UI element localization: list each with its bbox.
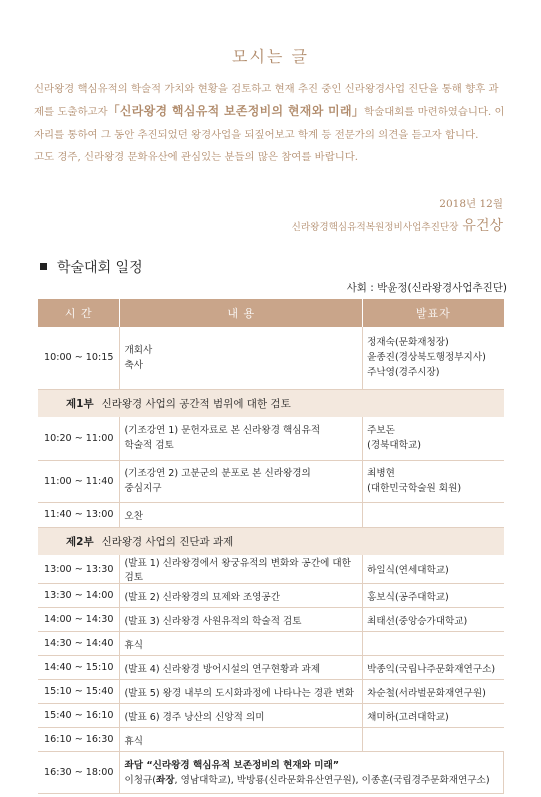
row-time: 14:30 ~ 14:40 <box>38 632 120 656</box>
invitation-text: 학술대회를 마련하였습니다. 이 자리를 통하여 그 동안 추진되었던 왕경사업을 되짚어보고 학계 등 전문가의 의견을 듣고자 합니다. <box>34 106 505 141</box>
part-header <box>38 527 504 555</box>
row-content <box>120 327 363 389</box>
square-bullet-icon <box>40 263 47 270</box>
row-time: 14:40 ~ 15:10 <box>38 656 120 680</box>
row-presenter <box>363 417 504 460</box>
table-header-row <box>38 299 504 327</box>
participants-text: 이청규( <box>124 774 156 786</box>
row-time: 11:40 ~ 13:00 <box>38 502 120 527</box>
part-number: 제1부 <box>66 397 94 410</box>
table-row <box>38 632 504 656</box>
presenter-line: (경북대학교) <box>367 440 421 452</box>
table-row <box>38 555 504 584</box>
row-time: 10:20 ~ 11:00 <box>38 417 120 460</box>
row-presenter: 박종익(국립나주문화재연구소) <box>363 656 504 680</box>
table-row <box>38 327 504 389</box>
row-content: (발표 6) 경주 낭산의 신앙적 의미 <box>120 704 363 728</box>
moderator: 사회 : 박윤정(신라왕경사업추진단) <box>346 282 507 294</box>
symposium-title: 「신라왕경 핵심유적 보존정비의 현재와 미래」 <box>107 104 365 119</box>
row-content: (발표 5) 왕경 내부의 도시화과정에 나타나는 경관 변화 <box>120 680 363 704</box>
row-content-line: 축사 <box>124 359 143 371</box>
participants-chair: 좌장 <box>155 774 175 786</box>
table-row <box>38 752 504 794</box>
table-row <box>38 417 504 460</box>
row-content <box>120 752 504 794</box>
row-presenter <box>363 460 504 502</box>
part-title: 신라왕경 사업의 공간적 범위에 대한 검토 <box>101 397 291 410</box>
row-presenter <box>363 728 504 752</box>
row-time: 15:40 ~ 16:10 <box>38 704 120 728</box>
header-time: 시 간 <box>38 299 120 327</box>
row-presenter: 홍보식(공주대학교) <box>363 584 504 608</box>
row-content-line: 중심지구 <box>124 483 162 494</box>
table-row <box>38 680 504 704</box>
row-content <box>120 460 363 502</box>
row-time: 11:00 ~ 11:40 <box>38 460 120 502</box>
table-row <box>38 502 504 527</box>
row-time: 16:30 ~ 18:00 <box>38 752 120 794</box>
row-content <box>120 417 363 460</box>
part-header-cell <box>38 389 504 417</box>
signer-name: 유건상 <box>462 218 503 234</box>
row-presenter <box>363 502 504 527</box>
header-content: 내 용 <box>120 299 363 327</box>
row-content: (발표 4) 신라왕경 방어시설의 연구현황과 과제 <box>120 656 363 680</box>
row-time: 16:10 ~ 16:30 <box>38 728 120 752</box>
schedule-table <box>38 299 504 794</box>
part-header-cell <box>38 527 504 555</box>
presenter-line: 주보돈 <box>367 425 395 437</box>
part-title: 신라왕경 사업의 진단과 과제 <box>101 535 234 548</box>
section-title <box>40 257 143 277</box>
presenter-line: 최병현 <box>367 468 395 479</box>
invitation-date: 2018년 12월 <box>439 198 503 210</box>
row-content: 오찬 <box>120 502 363 527</box>
presenter-line: 주낙영(경주시장) <box>367 367 440 379</box>
presenter-line: 윤종진(경상북도행정부지사) <box>367 352 486 364</box>
row-presenter: 채미하(고려대학교) <box>363 704 504 728</box>
table-row <box>38 656 504 680</box>
row-time: 13:30 ~ 14:00 <box>38 584 120 608</box>
row-content-line: (기조강연 1) 문헌자료로 본 신라왕경 핵심유적 <box>124 425 321 437</box>
table-row <box>38 704 504 728</box>
row-presenter: 하일식(연세대학교) <box>363 555 504 584</box>
row-presenter: 최태선(중앙승가대학교) <box>363 608 504 632</box>
header-presenter: 발표자 <box>363 299 504 327</box>
section-title-text: 학술대회 일정 <box>57 260 143 276</box>
row-content: (발표 1) 신라왕경에서 왕궁유적의 변화와 공간에 대한 검토 <box>120 555 363 584</box>
presenter-line: 정재숙(문화재청장) <box>367 337 449 349</box>
table-row <box>38 584 504 608</box>
row-time: 10:00 ~ 10:15 <box>38 327 120 389</box>
row-time: 13:00 ~ 13:30 <box>38 555 120 584</box>
row-time: 15:10 ~ 15:40 <box>38 680 120 704</box>
participants-text: , 영남대학교), 박방룡(신라문화유산연구원), 이종훈(국립경주문화재연구소) <box>174 774 490 786</box>
table-row <box>38 460 504 502</box>
invitation-body <box>34 78 508 168</box>
table-row <box>38 608 504 632</box>
roundtable-title: 좌담 “신라왕경 핵심유적 보존정비의 현재와 미래” <box>124 759 340 771</box>
invitation-signer <box>292 215 503 235</box>
row-content-line: 학술적 검토 <box>124 440 174 452</box>
row-content-line: 개회사 <box>124 344 153 356</box>
row-presenter <box>363 632 504 656</box>
signer-org: 신라왕경핵심유적복원정비사업추진단장 <box>291 222 459 233</box>
row-content-line: (기조강연 2) 고분군의 분포로 본 신라왕경의 <box>124 468 311 479</box>
row-time: 14:00 ~ 14:30 <box>38 608 120 632</box>
part-number: 제2부 <box>66 535 94 548</box>
row-presenter: 차순철(서라벌문화재연구원) <box>363 680 504 704</box>
row-content: 휴식 <box>120 632 363 656</box>
table-row <box>38 728 504 752</box>
invitation-paragraph-1 <box>34 78 508 146</box>
presenter-line: (대한민국학술원 회원) <box>367 483 462 494</box>
row-presenter <box>363 327 504 389</box>
part-header <box>38 389 504 417</box>
row-content: (발표 3) 신라왕경 사원유적의 학술적 검토 <box>120 608 363 632</box>
invitation-text: 신라왕경 핵심유적의 학술적 가치와 현황을 검토하고 현재 추진 중인 신라왕경사업 진단을 통해 향후 과제를 도출하고자 <box>34 83 499 119</box>
row-content: (발표 2) 신라왕경의 묘제와 조영공간 <box>120 584 363 608</box>
invitation-paragraph-2: 고도 경주, 신라왕경 문화유산에 관심있는 분들의 많은 참여를 바랍니다. <box>34 150 359 163</box>
roundtable-participants <box>124 773 499 788</box>
row-content: 휴식 <box>120 728 363 752</box>
invitation-title: 모시는 글 <box>232 47 309 66</box>
